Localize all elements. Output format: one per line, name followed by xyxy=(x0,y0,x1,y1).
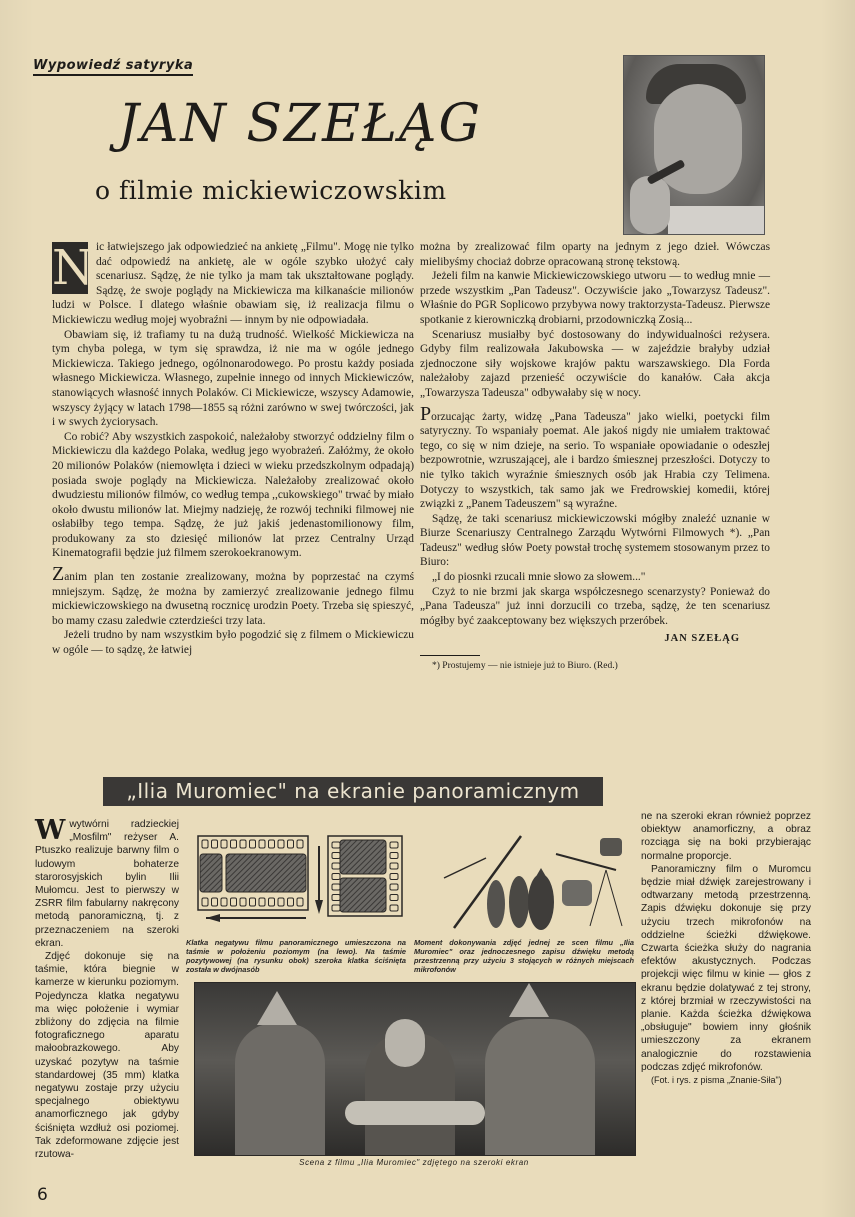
portrait-shirt xyxy=(668,206,764,234)
negative-film-strip xyxy=(198,836,308,922)
paragraph: Zdjęć dokonuje się na taśmie, która biegnie w kamerze w kierunku poziomym. Pojedyncza klatka negatywu ma więc położenie i wymiar zbliżony do zdjęcia na filmie fotograficznego aparatu małoobrazkowego. Aby uzyskać pozytyw na taśmie standardowej (35 mm) klatka negatywu zostaje przy użyciu specjalnego obiektywu anamorficznego jak gdyby ściśnięta wzdłuż osi poziomej. Tak zdeformowane zdjęcie jest rzutowa- xyxy=(35,951,179,1161)
sprocket-hole xyxy=(202,840,208,848)
section-kicker: Wypowiedź satyryka xyxy=(33,58,193,76)
sprocket-hole xyxy=(332,884,340,890)
article-column-1 xyxy=(52,240,414,658)
paragraph: Obawiam się, iż trafiamy tu na dużą trudność. Wielkość Mickiewicza na tym chyba polega, w tym się sprawdza, iż nie ma w ogóle jednego Mickiewicza. Takiego jednego, ogólnonarodowego. Po prostu każdy posiada własnego Mickiewicza. Własnego, zupełnie innego od innych Mickiewiczów, stanowiących własność innych Polaków. Ci Mickiewicze, wszyscy Adamowie, wszyscy żyjący w latach 1798—1855 są różni zarówno w swej twórczości, jak i w swych życiorysach. xyxy=(52,328,414,429)
paragraph: wytwórni radzieckiej „Mosfilm" reżyser A. Ptuszko realizuje barwny film o ludowym bohaterze starorosyjskich bylin Ilii Mułomcu. Jest to pierwszy w ZSRR film fabularny nakręcony metodą panoramiczną, tj. z przeznaczeniem na szeroki ekran. xyxy=(35,819,179,949)
sidebar-column-1 xyxy=(35,815,179,1161)
initial-cap: Z xyxy=(52,563,65,586)
sprocket-hole xyxy=(297,840,303,848)
photo-credit: (Fot. i rys. z pisma „Znanie-Siła") xyxy=(651,1075,782,1086)
footnote-rule xyxy=(420,655,480,656)
sprocket-hole xyxy=(297,898,303,906)
sprocket-hole xyxy=(221,840,227,848)
sprocket-hole xyxy=(390,842,398,848)
sprocket-hole xyxy=(332,905,340,911)
helmet-icon xyxy=(257,991,297,1025)
film-still-photo xyxy=(194,982,636,1156)
quote: „I do piosnki rzucali mnie słowo za słowem..." xyxy=(432,571,646,584)
clasped-hands xyxy=(345,1101,485,1125)
article-column-2 xyxy=(420,240,770,672)
initial-cap: P xyxy=(420,402,432,425)
article-title: JAN SZEŁĄG xyxy=(118,94,483,154)
sprocket-hole xyxy=(250,898,256,906)
paragraph-z-text: anim plan ten zostanie zrealizowany, można by poprzestać na czymś mniejszym. Sądzę, że można by zamierzyć zrealizowanie jednego filmu mickiewiczowskiego na dwusetną rocznicę urodzin Poety. Trzeba się spieszyć, bo mamy czasu zaledwie czterdzieści trzy lata. xyxy=(52,571,414,627)
film-still-caption: Scena z filmu „Ilia Muromiec" zdjętego na szeroki ekran xyxy=(299,1158,529,1167)
sprocket-hole xyxy=(390,853,398,859)
film-set-illustration xyxy=(444,836,622,930)
sprocket-hole xyxy=(240,898,246,906)
sprocket-hole xyxy=(390,863,398,869)
footnote: *) Prostujemy — nie istnieje już to Biuro. (Red.) xyxy=(432,661,618,672)
sprocket-hole xyxy=(221,898,227,906)
sprocket-hole xyxy=(332,895,340,901)
portrait-face xyxy=(654,84,742,194)
paragraph: Jeżeli film na kanwie Mickiewiczowskiego utworu — to według mnie — przede wszystkim „Pan Tadeusz". Oczywiście jako „Towarzysz Tadeusz". Właśnie do PGR Soplicowo przybywa nowy traktorzysta-Tadeusz. Pierwsze spotkanie z kierowniczką drobiarni, przodowniczką Zosią... xyxy=(420,270,770,326)
warrior-figure-right xyxy=(485,1019,595,1156)
drop-cap: N xyxy=(52,240,94,296)
warrior-figure-left xyxy=(235,1023,325,1156)
author-signature: JAN SZEŁĄG xyxy=(664,633,740,645)
sidebar-column-3 xyxy=(641,810,811,1087)
sprocket-hole xyxy=(202,898,208,906)
sprocket-hole xyxy=(212,898,218,906)
sprocket-hole xyxy=(212,840,218,848)
page-number: 6 xyxy=(37,1185,48,1205)
sprocket-hole xyxy=(332,853,340,859)
sprocket-hole xyxy=(231,840,237,848)
sprocket-hole xyxy=(332,863,340,869)
sprocket-hole xyxy=(390,884,398,890)
sprocket-hole xyxy=(288,898,294,906)
sprocket-hole xyxy=(332,842,340,848)
initial-cap: W xyxy=(35,815,66,846)
sprocket-hole xyxy=(240,840,246,848)
article-subtitle: o filmie mickiewiczowskim xyxy=(95,176,447,205)
sprocket-hole xyxy=(332,874,340,880)
paragraph: można by zrealizować film oparty na jednym z jego dzieł. Wówczas mielibyśmy chociaż dobrze opracowaną stronę tekstową. xyxy=(420,241,770,268)
sprocket-hole xyxy=(390,874,398,880)
paragraph-p xyxy=(420,402,770,512)
sprocket-hole xyxy=(231,898,237,906)
sprocket-hole xyxy=(269,898,275,906)
paragraph: Co robić? Aby wszystkich zaspokoić, należałoby stworzyć oddzielny film o Mickiewiczu dla każdego Polaka, według jego wyobrażeń. Załóżmy, że około 20 milionów Polaków (niemowlęta i dzieci w wieku przedszkolnym odpadają) posiada swoje poglądy na Mickiewicza. Należałoby zrealizować około dwudziestu milionów filmów, co według tempa ,,cukowskiego" trwać by miało około dwustu milionów lat. Miejmy nadzieję, że rozwój techniki filmowej nie osłabiłby tego tempa. Sądzę, że już jakiś jedenastomilionowy film, produkowany za sto dziesięć milionów lat przez Centralny Urząd Kinematografii będzie już filmem szerokoekranowym. xyxy=(52,430,414,560)
paragraph: Panoramiczny film o Muromcu będzie miał dźwięk zarejestrowany i odtwarzany metodą przestrzenną. Zapis dźwięku dokonuje się przy użyciu trzech mikrofonów na oddzielne ścieżki dźwiękowe. Czwarta ścieżka służy do nagrania efektów akustycznych. Podczas projekcji więc filmu w kinie — głos z ekranu będzie dolatywać z tej strony, z której brzmiał w rzeczywistości na planie. Każda ścieżka dźwiękowa „obsługuje" bowiem inny głośnik umieszczony za ekranem analogicznie do rozstawienia podczas zdjęć mikrofonów. xyxy=(641,863,811,1073)
arrow-down-icon xyxy=(315,846,323,914)
paragraph: ne na szeroki ekran również poprzez obiektyw anamorficzny, a obraz rozciąga się na boki przybierając normalne proporcje. xyxy=(641,811,811,862)
paragraph-z xyxy=(52,563,414,628)
sidebar-banner-title: „Ilia Muromiec" na ekranie panoramicznym xyxy=(103,777,603,806)
sprocket-hole xyxy=(269,840,275,848)
sprocket-hole xyxy=(390,895,398,901)
paragraph: Scenariusz musiałby być dostosowany do indywidualności reżysera. Gdyby film realizowała Jakubowska — w zajeździe brałyby udział zjednoczone siły wojskowe krajów paktu warszawskiego. Dla Forda należałoby zajazd przenieść oczywiście do kanałów. Cała akcja „Towarzysza Tadeusza" odbywałaby się w nocy. xyxy=(420,328,770,399)
sprocket-hole xyxy=(390,905,398,911)
author-portrait-photo xyxy=(623,55,765,235)
paragraph: Jeżeli trudno by nam wszystkim było pogodzić się z filmem o Mickiewiczu w ogóle — to sądzę, że łatwiej xyxy=(52,629,414,657)
sprocket-hole xyxy=(278,840,284,848)
sprocket-hole xyxy=(288,840,294,848)
sprocket-hole xyxy=(250,840,256,848)
sprocket-hole xyxy=(278,898,284,906)
sprocket-hole xyxy=(259,840,265,848)
paragraph: Sądzę, że taki scenariusz mickiewiczowski mógłby znaleźć uznanie w Biurze Scenariuszy Centralnego Zarządu Wytwórni Filmowych *). „Pan Tadeusz" według słów Poety powstał trochę systemem stosowanym przez to Biuro: xyxy=(420,512,770,569)
film-strip-diagram xyxy=(186,818,626,930)
paragraph: ic łatwiejszego jak odpowiedzieć na ankietę „Filmu". Mogę nie tylko dać odpowiedź na ankietę, ale w ogóle szybko ułożyć cały scenariusz. Sądzę, że nie tylko ja mam tak ukształtowane poglądy. Sądzę, że swoje poglądy na Mickiewicza ma kilkanaście milionów ludzi w Polsce. I dlatego właśnie obawiam się, iż realizacja filmu o Mickiewiczu według mojej wyobraźni — innym by nie odpowiadała. xyxy=(52,241,414,326)
face-center xyxy=(385,1019,425,1067)
paragraph: Czyż to nie brzmi jak skarga współczesnego scenarzysty? Ponieważ do „Pana Tadeusza" już inni dorzucili co trzeba, sądzę, że ten scenariusz mógłby być zaakceptowany bez większych przeróbek. xyxy=(420,585,770,627)
sprocket-hole xyxy=(259,898,265,906)
portrait-hand xyxy=(630,176,670,234)
diagram-caption: Klatka negatywu filmu panoramicznego umieszczona na taśmie w położeniu poziomym (na lewo). Na taśmie pozytywowej (na rysunku obok) szeroka klatka ściśnięta została w dwójnasób xyxy=(186,938,406,974)
helmet-icon xyxy=(509,983,549,1017)
film-set-caption: Moment dokonywania zdjęć jednej ze scen filmu „Ilia Muromiec" oraz jednoczesnego zapisu dźwięku metodą przestrzenną przy użyciu 3 stojących w różnych miejscach mikrofonów xyxy=(414,938,634,974)
paragraph-p-text: orzucając żarty, widzę „Pana Tadeusza" jako wielki, poetycki film satyryczny. To wspaniały poemat. Ale jakoś nigdy nie umiałem traktować tego, co się w nim dzieje, na serio. To wspaniałe opowiadanie o odeszłej bezpowrotnie, wzruszającej, ale i bardzo śmiesznej przeszłości. Dotyczy to nie tylko takich wyraźnie śmiesznych osób jak Hrabia czy Telimena. Dotyczy to wszystkich, tak samo jak we Fredrowskiej komedii, której związki z „Panem Tadeuszem" są wyraźne. xyxy=(420,410,770,511)
